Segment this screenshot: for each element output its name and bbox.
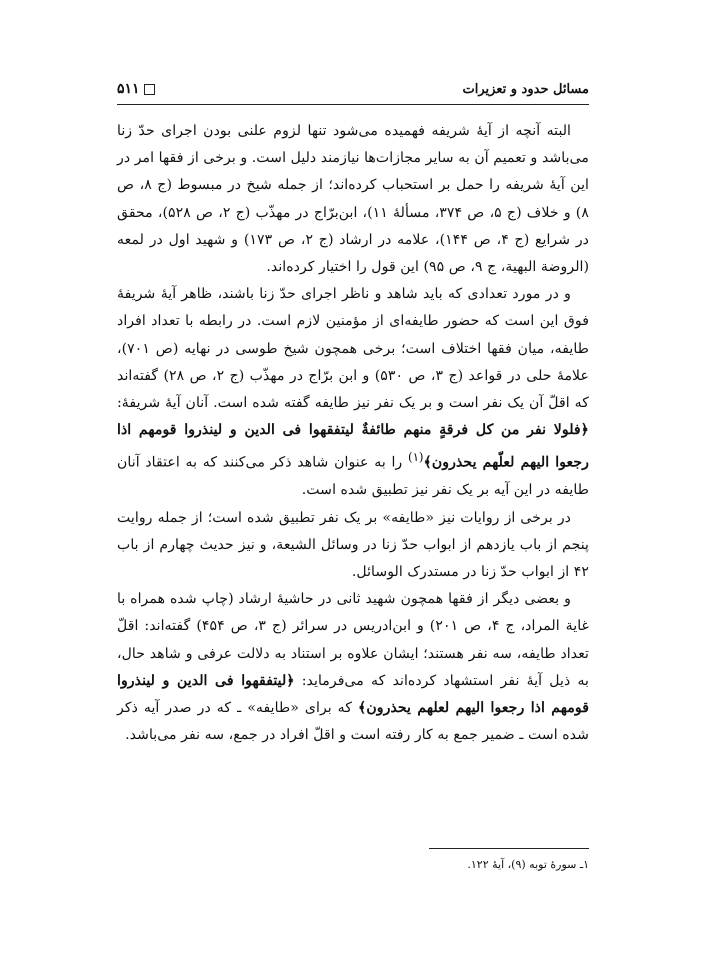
- running-title: مسائل حدود و تعزیرات: [462, 81, 589, 97]
- page-header: [117, 78, 589, 105]
- paragraph-4: [117, 586, 589, 749]
- paragraph-2: [117, 281, 589, 504]
- square-ornament-icon: [144, 84, 155, 95]
- paragraph-1: البته آنچه از آیهٔ شریفه فهمیده می‌شود تنها لزوم علنی بودن اجرای حدّ زنا می‌باشد و تعمیم آن به سایر مجازات‌ها نیازمند دلیل است. و برخی از فقها امر در این آیهٔ شریفه را حمل بر استحباب کرده‌اند؛ از جمله شیخ در مبسوط (ج ۸، ص ۸) و خلاف (ج ۵، ص ۳۷۴، مسألهٔ ۱۱)، ابن‌برّاج در مهذّب (ج ۲، ص ۵۲۸)، محقق در شرایع (ج ۴، ص ۱۴۴)، علامه در ارشاد (ج ۲، ص ۱۷۳) و شهید اول در لمعه (الروضة البهیة، ج ۹، ص ۹۵) این قول را اختیار کرده‌اند.: [117, 123, 589, 276]
- footnote: ۱ـ سورهٔ توبه (۹)، آیهٔ ۱۲۲.: [467, 858, 589, 871]
- paragraph-3: در برخی از روایات نیز «طایفه» بر یک نفر تطبیق شده است؛ از جمله روایت پنجم از باب یازدهم از ابواب حدّ زنا در وسائل الشیعة، و نیز حدیث چهارم از باب ۴۲ از ابواب حدّ زنا در مستدرک الوسائل.: [117, 509, 589, 580]
- paragraph-2-intro: و در مورد تعدادی که باید شاهد و ناظر اجرای حدّ زنا باشند، ظاهر آیهٔ شریفهٔ فوق این است که حضور طایفه‌ای از مؤمنین لازم است. در رابطه با تعداد افراد طایفه، میان فقها اختلاف است؛ برخی همچون شیخ طوسی در نهایه (ص ۷۰۱)، علامهٔ حلی در قواعد (ج ۳، ص ۵۳۰) و ابن برّاج در مهذّب (ج ۲، ص ۲۸) گفته‌اند که اقلّ آن یک نفر است و بر یک نفر نیز طایفه گفته شده است. آنان آیهٔ شریفهٔ:: [117, 286, 589, 412]
- paragraph-4-intro: و بعضی دیگر از فقها همچون شهید ثانی در حاشیهٔ ارشاد (چاپ شده همراه با غایة المراد، ج ۴، ص ۲۰۱) و ابن‌ادریس در سرائر (ج ۳، ص ۴۵۴) گفته‌اند: اقلّ تعداد طایفه، سه نفر هستند؛ ایشان علاوه بر استناد به دلالت عرفی و شاهد حال، به ذیل آیهٔ نفر استشهاد کرده‌اند که می‌فرماید:: [117, 591, 589, 689]
- quran-quote-2: ﴿لیتفقهوا فی الدین و لینذروا قومهم اذا رجعوا الیهم لعلهم یحذرون﴾: [117, 672, 589, 716]
- footnote-divider: [429, 848, 589, 849]
- page-number: ۵۱۱: [117, 81, 140, 97]
- page-number-block: [117, 81, 155, 97]
- paragraph-2-rest: را به عنوان شاهد ذکر می‌کنند که به اعتقاد آنان طایفه در این آیه بر یک نفر نیز تطبیق شده است.: [117, 455, 589, 499]
- body-text: [117, 118, 589, 749]
- quran-quote-1: ﴿فلولا نفر من کل فرقةٍ منهم طائفةٌ لیتفقهوا فی الدین و لینذروا قومهم اذا رجعوا الیهم لعلّهم یحذرون﴾: [117, 422, 589, 472]
- footnote-ref-1[interactable]: (۱): [407, 450, 424, 465]
- paragraph-4-rest: که برای «طایفه» ـ که در صدر آیه ذکر شده است ـ ضمیر جمع به کار رفته است و اقلّ افراد در جمع، سه نفر می‌باشد.: [117, 700, 589, 744]
